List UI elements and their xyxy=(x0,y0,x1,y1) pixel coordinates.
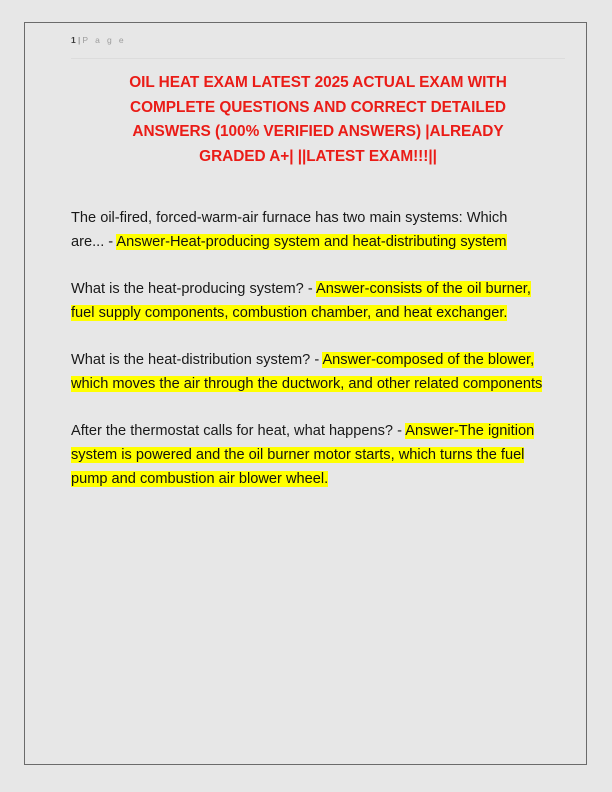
qa-item xyxy=(71,277,543,325)
qa-item xyxy=(71,348,543,396)
header-separator: | xyxy=(78,35,81,45)
qa-item xyxy=(71,419,543,492)
header-divider xyxy=(71,58,565,59)
header-page-number: 1 xyxy=(71,35,77,45)
qa-question: The oil-fired, forced-warm-air furnace has two main systems: Which are... - xyxy=(71,210,508,251)
qa-answer-highlight: Answer-composed of the blower, which moves the air through the ductwork, and other related components xyxy=(71,351,543,393)
page-header xyxy=(71,34,565,60)
title-line-2: COMPLETE QUESTIONS AND CORRECT DETAILED xyxy=(130,98,506,116)
qa-item xyxy=(71,206,543,254)
qa-list xyxy=(71,206,571,491)
qa-answer-highlight: Answer-consists of the oil burner, fuel supply components, combustion chamber, and heat exchanger. xyxy=(71,280,531,322)
header-page-word: P a g e xyxy=(82,35,127,45)
qa-question: After the thermostat calls for heat, what happens? - xyxy=(71,422,406,439)
qa-answer-highlight: Answer-Heat-producing system and heat-distributing system xyxy=(116,234,507,251)
header-page-label xyxy=(71,34,565,46)
title-line-4: GRADED A+| ||LATEST EXAM!!!|| xyxy=(199,147,437,165)
qa-question: What is the heat-distribution system? - xyxy=(71,351,323,368)
document-title xyxy=(71,71,565,169)
title-line-1: OIL HEAT EXAM LATEST 2025 ACTUAL EXAM WITH xyxy=(129,74,507,91)
qa-question: What is the heat-producing system? - xyxy=(71,280,316,297)
document-page xyxy=(24,22,587,765)
qa-answer-highlight: Answer-The ignition system is powered and the oil burner motor starts, which turns the fuel pump and combustion air blower wheel. xyxy=(71,422,535,488)
title-line-3: ANSWERS (100% VERIFIED ANSWERS) |ALREADY xyxy=(132,123,504,141)
